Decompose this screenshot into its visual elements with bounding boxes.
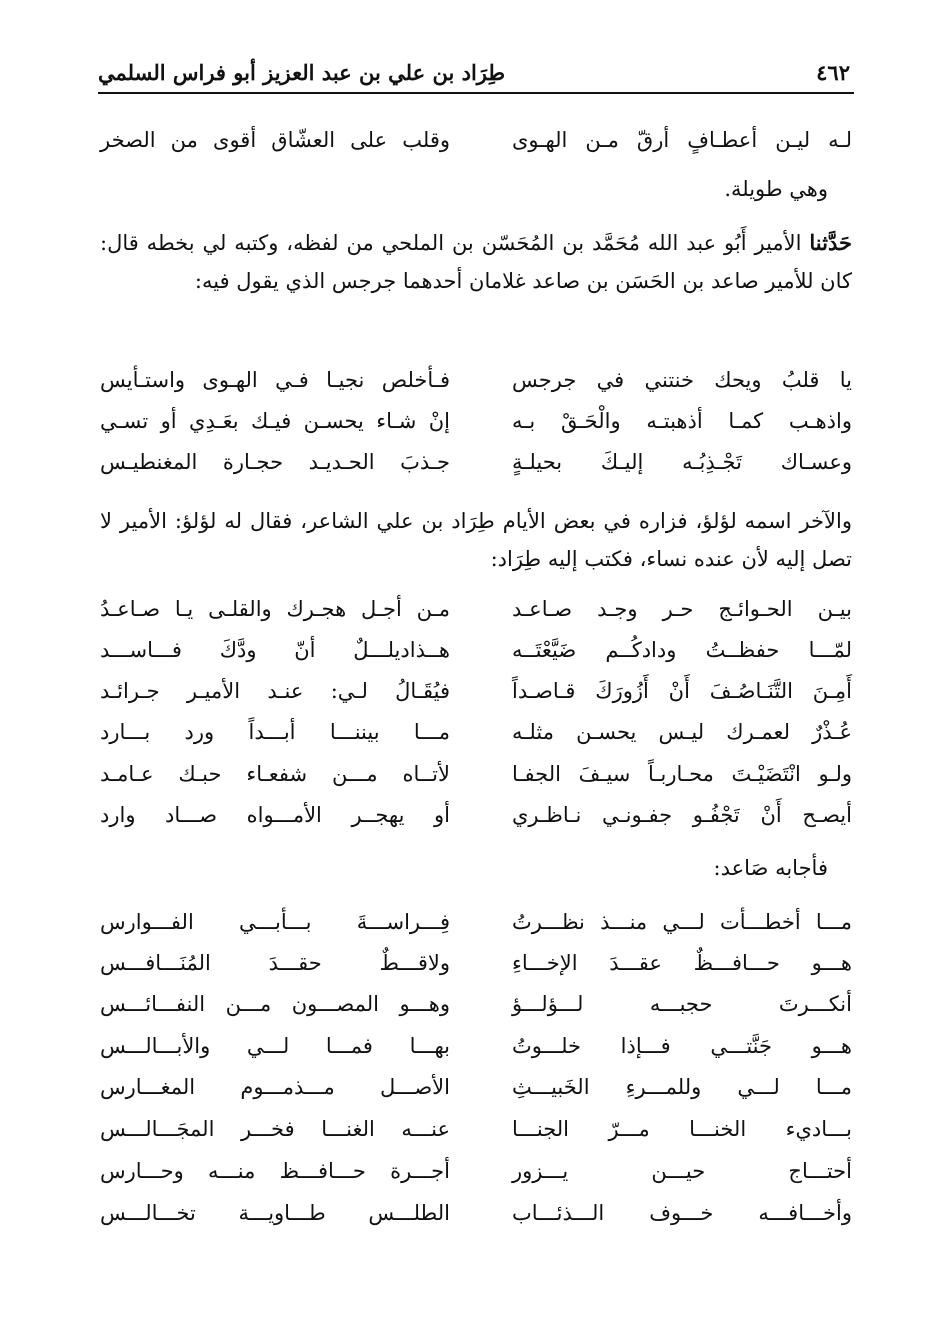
verse-first-hemistich: أيصـح أَنْ تَجْفُـو جفـونـي نـاظـري: [512, 803, 852, 827]
page-header: [98, 52, 854, 92]
verse-first-hemistich: واذهـب كمـا أذهبتـه والْحَـقْ بـه: [512, 409, 852, 433]
verse-second-hemistich: الأصـــل مـــذمـــوم المغـــارس: [100, 1075, 450, 1099]
verse-first-hemistich: مـــا أخطـــأت لـــي منـــذ نظـــرتُ: [512, 910, 852, 934]
verse-line: [100, 1075, 852, 1115]
header-rule: [98, 92, 854, 94]
verse-second-hemistich: أو يهجــر الأمـــواه صـــاد وارد: [100, 803, 450, 827]
verse-line: [100, 803, 852, 843]
narration-text: الأمير أَبُو عبد الله مُحَمَّد بن المُحَسّن بن الملحي من لفظه، وكتبه لي بخطه قال: كان للأمير صاعد بن الحَسَن بن صاعد غلامان أحدهما جرجس الذي يقول فيه:: [100, 231, 852, 293]
verse-line: [100, 638, 852, 678]
verse-second-hemistich: مـــا بيننـــا أبـــداً ورد بـــارد: [100, 720, 450, 744]
reply-intro: فأجابه صَاعد:: [713, 856, 828, 880]
verse-second-hemistich: جـذبَ الحـديـد حجـارة المغنطيـس: [100, 450, 450, 474]
verse-second-hemistich: الطلـــس طـــاويـــة تخـــالـــس: [100, 1201, 450, 1225]
note-line: وهي طويلة.: [724, 177, 828, 201]
verse-second-hemistich: بهـــا فمـــا لـــي والأبـــالـــس: [100, 1034, 450, 1058]
verse-line: [100, 1034, 852, 1074]
verse-second-hemistich: لأتــاه مـــن شفعـاء حبـك عـامـد: [100, 762, 450, 786]
verse-line: [100, 368, 852, 408]
verse-second-hemistich: فيُقَـالُ لـي: عنـد الأميـر جـرائـد: [100, 679, 450, 703]
verse-line: [100, 910, 852, 950]
verse-line: [100, 1117, 852, 1157]
verse-second-hemistich: ولاقـــطٌ حقـــدَ المُنَـــافـــس: [100, 951, 450, 975]
verse-first-hemistich: أنكـــرتَ حجبـــه لـــؤلـــؤ: [512, 992, 852, 1016]
narration-lead: حَدَّثنا: [809, 230, 852, 255]
page-number: ٤٦٢: [816, 60, 850, 85]
verse-first-hemistich: يا قلبُ ويحك خنتني في جرجس: [512, 368, 852, 392]
verse-second-hemistich: فـأخلص نجيـا فـي الهـوى واستـأيس: [100, 368, 450, 392]
verse-line: [100, 951, 852, 991]
verse-first-hemistich: بـــاديء الخنـــا مـــرّ الجنـــا: [512, 1117, 852, 1141]
verse-line: [100, 679, 852, 719]
verse-second-hemistich: وهـــو المصـــون مـــن النفـــائـــس: [100, 992, 450, 1016]
verse-line: [100, 409, 852, 449]
verse-first-hemistich: لمّـــا حفظــتُ ودادكُــم ضَيَّعْتَــه: [512, 638, 852, 662]
verse-line: [100, 1201, 852, 1241]
verse-first-hemistich: عُـذْرٌ لعمـرك ليـس يحسـن مثلـه: [512, 720, 852, 744]
verse-second-hemistich: مـن أجـل هجـرك والقلـى يـا صـاعـدُ: [100, 597, 450, 621]
verse-line: [100, 992, 852, 1032]
verse-first-hemistich: مـــا لـــي وللمـــرءِ الخَبيـــثِ: [512, 1075, 852, 1099]
verse-first-hemistich: وعسـاك تَجْـذِبُـه إليـكَ بحيلـةٍ: [512, 450, 852, 474]
verse-line: [100, 128, 852, 168]
verse-line: [100, 597, 852, 637]
verse-second-hemistich: وقلب على العشّاق أقوى من الصخر: [100, 128, 450, 152]
running-title: طِرَاد بن علي بن عبد العزيز أبو فراس السلمي: [98, 60, 506, 85]
verse-second-hemistich: فِـــراســـةَ بـــأبـــي الفـــوارس: [100, 910, 450, 934]
verse-first-hemistich: أحتـــاج حيـــن يـــزور: [512, 1159, 852, 1183]
verse-line: [100, 450, 852, 490]
verse-first-hemistich: هـــو جَنَّتـــي فـــإذا خلـــوتُ: [512, 1034, 852, 1058]
verse-first-hemistich: بيـن الحـوائـج حـر وجـد صـاعـد: [512, 597, 852, 621]
verse-first-hemistich: لـه ليـن أعطـافٍ أرقّ مـن الهـوى: [512, 128, 852, 152]
verse-first-hemistich: هـــو حـــافـــظٌ عقـــدَ الإخـــاءِ: [512, 951, 852, 975]
verse-first-hemistich: أَمِـنَ التَّنَـاصُـفَ أَنْ أَزُورَكَ قـاصـداً: [512, 679, 852, 703]
verse-second-hemistich: عنـــه الغنـــا فخـــر المجَـــالـــس: [100, 1117, 450, 1141]
verse-line: [100, 720, 852, 760]
verse-second-hemistich: هــذاديلـــلٌ أنّ ودَّكَ فـــاســـد: [100, 638, 450, 662]
verse-first-hemistich: ولـو انْتَضَيْـتَ محـاربـاً سيـفَ الجفـا: [512, 762, 852, 786]
verse-second-hemistich: أجـــرة حـــافـــظ منـــه وحـــارس: [100, 1159, 450, 1183]
verse-second-hemistich: إنْ شـاء يحسـن فيـك بعَـدِي أو تسـي: [100, 409, 450, 433]
paragraph-lulu: والآخر اسمه لؤلؤ، فزاره في بعض الأيام طِرَاد بن علي الشاعر، فقال له لؤلؤ: الأمير لا تصل إليه لأن عنده نساء، فكتب إليه طِرَاد:: [100, 509, 852, 571]
paragraph-narration: [100, 224, 852, 300]
verse-first-hemistich: وأخـــافـــه خـــوف الـــذئـــاب: [512, 1201, 852, 1225]
verse-line: [100, 1159, 852, 1199]
verse-line: [100, 762, 852, 802]
